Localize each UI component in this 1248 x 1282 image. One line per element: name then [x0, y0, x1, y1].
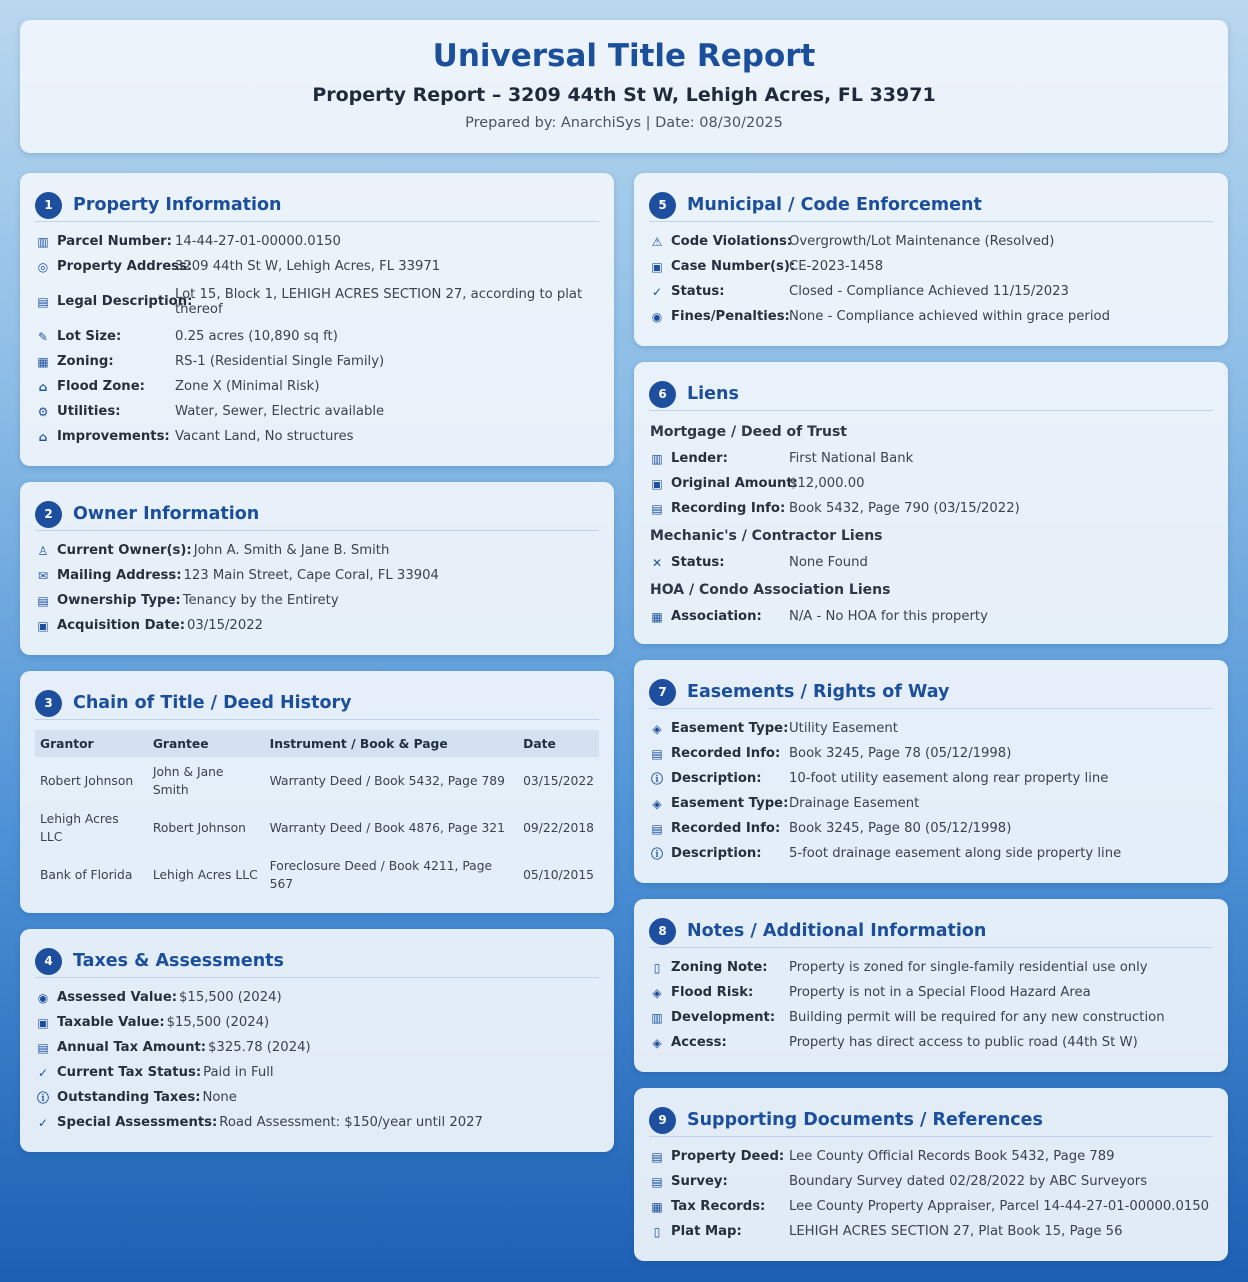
field-value: None Found — [789, 555, 868, 570]
date-cell: 09/22/2018 — [523, 820, 594, 835]
date-cell: 05/10/2015 — [523, 867, 594, 882]
section-number-badge: 6 — [649, 381, 676, 408]
column-header: Grantor — [35, 730, 148, 757]
grantee-cell: Robert Johnson — [152, 820, 246, 835]
info-row — [650, 304, 1216, 329]
field-value: 14-44-27-01-00000.0150 — [175, 234, 341, 249]
tools-icon: ✕ — [651, 555, 663, 570]
info-row — [36, 1060, 602, 1085]
info-row — [36, 399, 602, 424]
report-title: Universal Title Report — [432, 38, 816, 74]
section-header — [649, 915, 1213, 948]
info-row — [650, 254, 1216, 279]
info-row — [36, 254, 602, 279]
tax-records-icon: ▦ — [651, 1199, 663, 1214]
field-label: Assessed Value: — [57, 990, 178, 1005]
check-circle-icon: ✓ — [37, 1115, 49, 1130]
money-icon: ▣ — [37, 1015, 49, 1030]
field-value: Property has direct access to public road (44th St W) — [789, 1035, 1138, 1050]
field-label: Fines/Penalties: — [671, 309, 790, 324]
bank-icon: ▥ — [651, 451, 663, 466]
info-row — [650, 229, 1216, 254]
field-value: None — [202, 1090, 237, 1105]
mortgage-subheading: Mortgage / Deed of Trust — [650, 423, 847, 440]
section-title: Owner Information — [73, 504, 260, 524]
field-label: Acquisition Date: — [57, 618, 185, 633]
field-label: Utilities: — [57, 404, 121, 419]
ownership-icon: ▤ — [37, 593, 49, 608]
field-value: $15,500 (2024) — [179, 990, 282, 1005]
section-header — [35, 498, 599, 531]
association-icon: ▦ — [651, 609, 663, 624]
notes-section — [634, 899, 1228, 1072]
check-icon: ✓ — [651, 284, 663, 299]
field-label: Improvements: — [57, 429, 170, 444]
field-label: Lender: — [671, 451, 728, 466]
grantor-cell: Bank of Florida — [40, 867, 133, 882]
notes-list — [650, 955, 1216, 1055]
deed-icon: ▤ — [651, 1149, 663, 1164]
section-title: Chain of Title / Deed History — [73, 693, 352, 713]
grantor-cell: Lehigh Acres LLC — [40, 811, 119, 844]
liens-list — [650, 417, 1216, 629]
field-label: Status: — [671, 555, 725, 570]
info-row — [650, 1169, 1216, 1194]
easements-list — [650, 716, 1216, 866]
flood-icon: ◈ — [652, 985, 662, 1000]
section-number-badge: 9 — [649, 1107, 676, 1134]
mechanic-liens-subheading: Mechanic's / Contractor Liens — [650, 527, 883, 544]
field-label: Survey: — [671, 1174, 728, 1189]
section-number-badge: 5 — [649, 192, 676, 219]
field-label: Property Address: — [57, 259, 193, 274]
column-header: Date — [518, 730, 599, 757]
report-header — [20, 20, 1228, 153]
section-title: Liens — [687, 384, 739, 404]
field-label: Ownership Type: — [57, 593, 181, 608]
money-icon: ▣ — [651, 476, 663, 491]
field-value: 0.25 acres (10,890 sq ft) — [175, 329, 338, 344]
instrument-cell: Warranty Deed / Book 4876, Page 321 — [269, 820, 505, 835]
owner-information-section — [20, 482, 614, 655]
section-title: Municipal / Code Enforcement — [687, 195, 982, 215]
info-row — [36, 1035, 602, 1060]
field-value: Book 3245, Page 78 (05/12/1998) — [789, 746, 1012, 761]
field-value: None - Compliance achieved within grace period — [789, 309, 1110, 324]
deed-history-table — [35, 730, 599, 898]
info-row — [650, 716, 1216, 741]
receipt-icon: ▤ — [37, 1040, 49, 1055]
field-value: Zone X (Minimal Risk) — [175, 379, 320, 394]
record-icon: ▤ — [651, 821, 663, 836]
info-icon: ⓘ — [36, 1090, 49, 1105]
field-label: Mailing Address: — [57, 568, 182, 583]
info-row — [650, 496, 1216, 521]
info-icon: ⓘ — [650, 846, 663, 861]
field-label: Recorded Info: — [671, 821, 781, 836]
info-row — [650, 791, 1216, 816]
table-header-row — [35, 730, 599, 757]
field-value: Building permit will be required for any new construction — [789, 1010, 1165, 1025]
section-header — [649, 378, 1213, 411]
table-row — [35, 804, 599, 851]
dollar-icon: ◉ — [651, 309, 663, 324]
field-label: Recording Info: — [671, 501, 786, 516]
field-label: Status: — [671, 284, 725, 299]
info-row — [36, 563, 602, 588]
building-icon: ▥ — [37, 234, 49, 249]
section-title: Notes / Additional Information — [687, 921, 987, 941]
construction-icon: ▥ — [651, 1010, 663, 1025]
info-icon: ⓘ — [650, 771, 663, 786]
info-row — [650, 766, 1216, 791]
document-icon: ▤ — [37, 294, 49, 309]
table-row — [35, 757, 599, 804]
field-label: Access: — [671, 1035, 727, 1050]
section-header — [35, 189, 599, 222]
info-row — [650, 1005, 1216, 1030]
instrument-cell: Foreclosure Deed / Book 4211, Page 567 — [269, 858, 493, 891]
section-header — [649, 189, 1213, 222]
field-value: LEHIGH ACRES SECTION 27, Plat Book 15, Page 56 — [789, 1224, 1123, 1239]
field-value: Drainage Easement — [789, 796, 920, 811]
field-value: Utility Easement — [789, 721, 898, 736]
info-row — [36, 374, 602, 399]
hoa-liens-subheading: HOA / Condo Association Liens — [650, 581, 891, 598]
field-value: Road Assessment: $150/year until 2027 — [219, 1115, 483, 1130]
field-label: Case Number(s): — [671, 259, 796, 274]
section-number-badge: 2 — [35, 501, 62, 528]
field-value: Overgrowth/Lot Maintenance (Resolved) — [789, 234, 1055, 249]
field-label: Flood Zone: — [57, 379, 145, 394]
section-number-badge: 4 — [35, 948, 62, 975]
instrument-cell: Warranty Deed / Book 5432, Page 789 — [269, 773, 505, 788]
field-label: Special Assessments: — [57, 1115, 218, 1130]
record-icon: ▤ — [651, 746, 663, 761]
field-label: Tax Records: — [671, 1199, 766, 1214]
field-label: Legal Description: — [57, 294, 193, 309]
info-row — [36, 1085, 602, 1110]
municipal-code-section — [634, 173, 1228, 346]
warning-icon: ⚠ — [651, 234, 663, 249]
owner-info-list — [36, 538, 602, 638]
info-row — [36, 424, 602, 449]
info-row — [36, 1010, 602, 1035]
info-row — [650, 471, 1216, 496]
field-value: John A. Smith & Jane B. Smith — [193, 543, 390, 558]
section-title: Taxes & Assessments — [73, 951, 284, 971]
field-value: $12,000.00 — [789, 476, 865, 491]
info-row — [650, 841, 1216, 866]
house-icon: ⌂ — [38, 379, 48, 394]
chain-of-title-section — [20, 671, 614, 913]
field-label: Annual Tax Amount: — [57, 1040, 207, 1055]
field-value: 3209 44th St W, Lehigh Acres, FL 33971 — [175, 259, 441, 274]
field-value: 123 Main Street, Cape Coral, FL 33904 — [183, 568, 439, 583]
field-value: $15,500 (2024) — [166, 1015, 270, 1030]
field-label: Zoning Note: — [671, 960, 768, 975]
field-label: Plat Map: — [671, 1224, 742, 1239]
field-value: Lee County Official Records Book 5432, Page 789 — [789, 1149, 1115, 1164]
info-row — [650, 550, 1216, 575]
grantee-cell: Lehigh Acres LLC — [152, 867, 258, 882]
field-value: CE-2023-1458 — [789, 259, 884, 274]
field-label: Easement Type: — [671, 796, 789, 811]
documents-list — [650, 1144, 1216, 1244]
easements-section — [634, 660, 1228, 883]
field-value: Paid in Full — [203, 1065, 274, 1080]
column-header: Instrument / Book & Page — [265, 730, 518, 757]
field-value: Tenancy by the Entirety — [182, 593, 339, 608]
info-row — [650, 816, 1216, 841]
taxes-assessments-section — [20, 929, 614, 1152]
table-row — [35, 851, 599, 898]
field-label: Zoning: — [57, 354, 114, 369]
map-icon: ▯ — [653, 1224, 661, 1239]
easement-icon: ◈ — [652, 796, 662, 811]
field-value: 10-foot utility easement along rear property line — [789, 771, 1109, 786]
info-row — [650, 741, 1216, 766]
field-label: Current Tax Status: — [57, 1065, 202, 1080]
field-label: Original Amount: — [671, 476, 798, 491]
field-value: 5-foot drainage easement along side property line — [789, 846, 1122, 861]
info-row — [650, 1144, 1216, 1169]
ruler-icon: ✎ — [37, 329, 49, 344]
info-row — [650, 1030, 1216, 1055]
info-row — [650, 446, 1216, 471]
field-label: Lot Size: — [57, 329, 122, 344]
field-label: Property Deed: — [671, 1149, 785, 1164]
grantee-cell: John & Jane Smith — [152, 764, 224, 797]
field-value: RS-1 (Residential Single Family) — [175, 354, 385, 369]
field-label: Code Violations: — [671, 234, 793, 249]
supporting-documents-section — [634, 1088, 1228, 1261]
info-row — [650, 1219, 1216, 1244]
prepared-by: Prepared by: AnarchiSys | Date: 08/30/2025 — [465, 115, 783, 131]
field-label: Flood Risk: — [671, 985, 754, 1000]
easement-icon: ◈ — [652, 721, 662, 736]
calendar-icon: ▣ — [37, 618, 49, 633]
info-row — [650, 279, 1216, 304]
field-label: Outstanding Taxes: — [57, 1090, 201, 1105]
field-label: Description: — [671, 771, 762, 786]
road-icon: ◈ — [652, 1035, 662, 1050]
info-row — [36, 349, 602, 374]
code-enforcement-list — [650, 229, 1216, 329]
section-header — [649, 1104, 1213, 1137]
section-title: Supporting Documents / References — [687, 1110, 1043, 1130]
info-row — [36, 985, 602, 1010]
field-label: Recorded Info: — [671, 746, 781, 761]
info-row — [650, 955, 1216, 980]
liens-section — [634, 362, 1228, 644]
field-label: Easement Type: — [671, 721, 789, 736]
tax-info-list — [36, 985, 602, 1135]
field-value: 03/15/2022 — [186, 618, 263, 633]
field-value: Lee County Property Appraiser, Parcel 14-44-27-01-00000.0150 — [789, 1199, 1210, 1214]
user-icon: ♙ — [37, 543, 49, 558]
info-row — [36, 324, 602, 349]
field-value: Property is zoned for single-family residential use only — [789, 960, 1148, 975]
note-icon: ▯ — [653, 960, 661, 975]
zoning-icon: ▦ — [37, 354, 49, 369]
case-icon: ▣ — [651, 259, 663, 274]
info-row — [650, 980, 1216, 1005]
field-label: Description: — [671, 846, 762, 861]
check-circle-icon: ✓ — [37, 1065, 49, 1080]
section-header — [35, 687, 599, 720]
field-value: Boundary Survey dated 02/28/2022 by ABC Surveyors — [789, 1174, 1148, 1189]
property-info-list — [36, 229, 602, 449]
grantor-cell: Robert Johnson — [40, 773, 134, 788]
info-row — [650, 604, 1216, 629]
record-icon: ▤ — [651, 501, 663, 516]
field-value: Water, Sewer, Electric available — [175, 404, 385, 419]
info-row — [36, 538, 602, 563]
section-number-badge: 7 — [649, 679, 676, 706]
info-row — [36, 229, 602, 254]
field-value: Closed - Compliance Achieved 11/15/2023 — [789, 284, 1069, 299]
section-title: Easements / Rights of Way — [687, 682, 950, 702]
home-icon: ⌂ — [38, 429, 48, 444]
info-row — [36, 1110, 602, 1135]
info-row — [36, 588, 602, 613]
field-label: Development: — [671, 1010, 776, 1025]
section-header — [35, 945, 599, 978]
field-value: Property is not in a Special Flood Hazard Area — [789, 985, 1091, 1000]
section-title: Property Information — [73, 195, 282, 215]
field-value: Lot 15, Block 1, LEHIGH ACRES SECTION 27, according to plat thereof — [175, 286, 583, 317]
info-row — [36, 613, 602, 638]
utilities-icon: ⚙ — [37, 404, 49, 419]
field-value: Book 3245, Page 80 (05/12/1998) — [789, 821, 1012, 836]
field-label: Taxable Value: — [57, 1015, 165, 1030]
date-cell: 03/15/2022 — [523, 773, 594, 788]
location-pin-icon: ◎ — [37, 259, 49, 274]
field-value: Vacant Land, No structures — [175, 429, 354, 444]
info-row — [36, 279, 602, 324]
field-value: First National Bank — [789, 451, 914, 466]
field-value: Book 5432, Page 790 (03/15/2022) — [789, 501, 1020, 516]
section-header — [649, 676, 1213, 709]
info-row — [650, 1194, 1216, 1219]
field-label: Association: — [671, 609, 762, 624]
section-number-badge: 8 — [649, 918, 676, 945]
report-subtitle: Property Report – 3209 44th St W, Lehigh Acres, FL 33971 — [312, 84, 936, 106]
survey-icon: ▤ — [651, 1174, 663, 1189]
dollar-icon: ◉ — [37, 990, 49, 1005]
field-value: N/A - No HOA for this property — [789, 609, 988, 624]
section-number-badge: 3 — [35, 690, 62, 717]
field-value: $325.78 (2024) — [208, 1040, 311, 1055]
property-information-section — [20, 173, 614, 466]
field-label: Current Owner(s): — [57, 543, 192, 558]
mail-icon: ✉ — [37, 568, 49, 583]
section-number-badge: 1 — [35, 192, 62, 219]
field-label: Parcel Number: — [57, 234, 172, 249]
column-header: Grantee — [148, 730, 265, 757]
